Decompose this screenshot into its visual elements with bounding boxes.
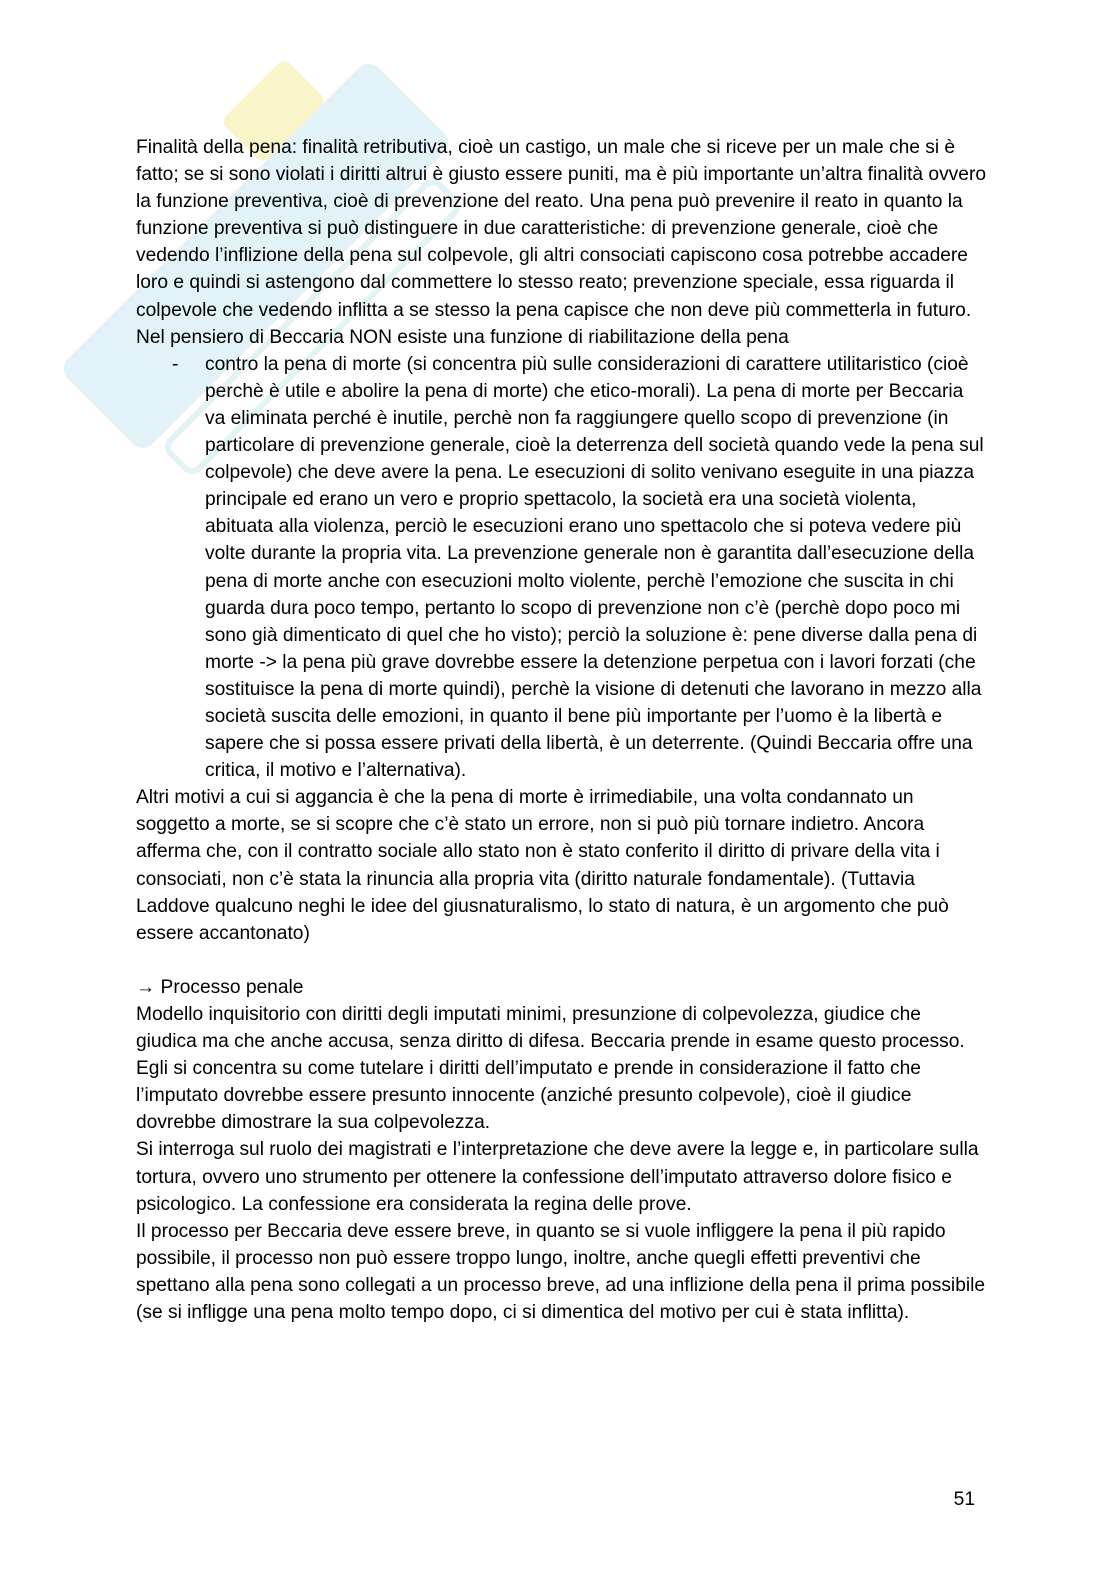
list-item-pena-di-morte <box>136 351 986 785</box>
paragraph-modello-inquisitorio: Modello inquisitorio con diritti degli imputati minimi, presunzione di colpevolezza, giudice che giudica ma che anche accusa, senza diritto di difesa. Beccaria prende in esame questo processo. Egli si concentra su come tutelare i diritti dell’imputato e prende in considerazione il fatto che l’imputato dovrebbe essere presunto innocente (anziché presunto colpevole), cioè il giudice dovrebbe dimostrare la sua colpevolezza. <box>136 1004 965 1134</box>
paragraph-altri-motivi: Altri motivi a cui si aggancia è che la pena di morte è irrimediabile, una volta condannato un soggetto a morte, se si scopre che c’è stato un errore, non si può più tornare indietro. Ancora afferma che, con il contratto sociale allo stato non è stato conferito il diritto di privare della vita i consociati, non c’è stata la rinuncia alla propria vita (diritto naturale fondamentale). (Tuttavia Laddove qualcuno neghi le idee del giusnaturalismo, lo stato di natura, è un argomento che può essere accantonato) <box>136 787 949 944</box>
document-body <box>136 134 986 1326</box>
paragraph-finalita-pena: Finalità della pena: finalità retributiva, cioè un castigo, un male che si riceve per un male che si è fatto; se si sono violati i diritti altrui è giusto essere puniti, ma è più importante un’altra finalità ovvero la funzione preventiva, cioè di prevenzione del reato. Una pena può prevenire il reato in quanto la funzione preventiva si può distinguere in due caratteristiche: di prevenzione generale, cioè che vedendo l’inflizione della pena sul colpevole, gli altri consociati capiscono cosa potrebbe accadere loro e quindi si astengono dal commettere lo stesso reato; prevenzione speciale, essa riguarda il colpevole che vedendo inflitta a se stesso la pena capisce che non deve più commetterla in futuro. <box>136 137 987 321</box>
paragraph-spacer <box>136 947 986 974</box>
bullet-dash: - <box>172 353 179 375</box>
bullet-text: contro la pena di morte (si concentra più sulle considerazioni di carattere utilitaristico (cioè perchè è utile e abolire la pena di morte) che etico-morali). La pena di morte per Beccaria va eliminata perché è inutile, perchè non fa raggiungere quello scopo di prevenzione (in particolare di prevenzione generale, cioè la deterrenza dell società quando vede la pena sul colpevole) che deve avere la pena. Le esecuzioni di solito venivano eseguite in una piazza principale ed erano un vero e proprio spettacolo, la società era una società violenta, abituata alla violenza, perciò le esecuzioni erano uno spettacolo che si poteva vedere più volte durante la propria vita. La prevenzione generale non è garantita dall’esecuzione della pena di morte anche con esecuzioni molto violente, perchè l’emozione che suscita in chi guarda dura poco tempo, pertanto lo scopo di prevenzione non c’è (perchè dopo poco mi sono già dimenticato di quel che ho visto); perciò la soluzione è: pene diverse dalla pena di morte -> la pena più grave dovrebbe essere la detenzione perpetua con i lavori forzati (che sostituisce la pena di morte quindi), perchè la visione di detenuti che lavorano in mezzo alla società suscita delle emozioni, in quanto il bene più importante per l’uomo è la libertà e sapere che si possa essere privati della libertà, è un deterrente. (Quindi Beccaria offre una critica, il motivo e l’alternativa). <box>205 353 984 782</box>
paragraph-processo-breve: Il processo per Beccaria deve essere breve, in quanto se si vuole infliggere la pena il più rapido possibile, il processo non può essere troppo lungo, inoltre, anche quegli effetti preventivi che spettano alla pena sono collegati a un processo breve, ad una inflizione della pena il prima possibile (se si infligge una pena molto tempo dopo, ci si dimentica del motivo per cui è stata inflitta). <box>136 1220 986 1324</box>
page-number: 51 <box>953 1489 975 1510</box>
paragraph-riabilitazione: Nel pensiero di Beccaria NON esiste una funzione di riabilitazione della pena <box>136 326 789 348</box>
section-heading-processo-penale: → Processo penale <box>136 976 304 998</box>
paragraph-tortura: Si interroga sul ruolo dei magistrati e l’interpretazione che deve avere la legge e, in particolare sulla tortura, ovvero uno strumento per ottenere la confessione dell’imputato attraverso dolore fisico e psicologico. La confessione era considerata la regina delle prove. <box>136 1139 979 1215</box>
